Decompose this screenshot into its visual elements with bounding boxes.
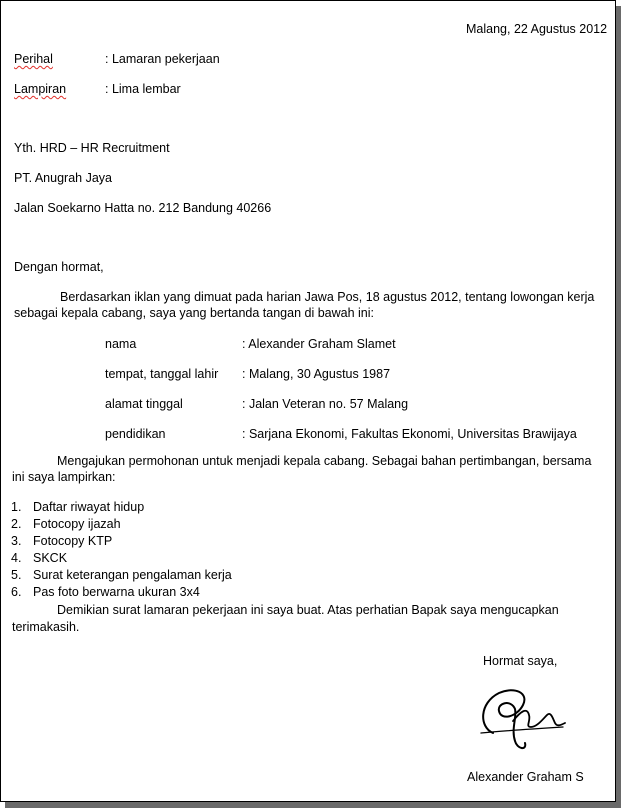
salutation: Dengan hormat, xyxy=(14,260,104,274)
request-line-2: ini saya lampirkan: xyxy=(12,470,116,484)
list-text: Pas foto berwarna ukuran 3x4 xyxy=(33,585,200,599)
list-item xyxy=(11,567,232,583)
sign-off: Hormat saya, xyxy=(483,654,558,668)
list-item xyxy=(11,550,67,566)
list-item xyxy=(11,516,121,532)
intro-line-1: Berdasarkan iklan yang dimuat pada harian Jawa Pos, 18 agustus 2012, tentang lowongan kerja xyxy=(60,290,595,304)
list-number: 5. xyxy=(11,568,22,582)
list-item xyxy=(11,499,144,515)
request-line-1: Mengajukan permohonan untuk menjadi kepala cabang. Sebagai bahan pertimbangan, bersama xyxy=(57,454,592,468)
lampiran-value: : Lima lembar xyxy=(105,82,181,96)
list-number: 2. xyxy=(11,517,22,531)
intro-line-2: sebagai kepala cabang, saya yang bertanda tangan di bawah ini: xyxy=(14,306,374,320)
list-text: Surat keterangan pengalaman kerja xyxy=(33,568,232,582)
list-number: 3. xyxy=(11,534,22,548)
perihal-label: Perihal xyxy=(14,52,53,66)
list-text: SKCK xyxy=(33,551,68,565)
detail-value-alamat: : Jalan Veteran no. 57 Malang xyxy=(242,397,409,411)
detail-value-nama: : Alexander Graham Slamet xyxy=(242,337,396,351)
list-text: Fotocopy KTP xyxy=(33,534,113,548)
list-number: 1. xyxy=(11,500,22,514)
list-number: 6. xyxy=(11,585,22,599)
closing-line-2: terimakasih. xyxy=(12,620,80,634)
list-item xyxy=(11,584,200,600)
signature-image xyxy=(471,681,571,761)
list-text: Fotocopy ijazah xyxy=(33,517,121,531)
detail-label-pendidikan: pendidikan xyxy=(105,427,166,441)
recipient-line-1: Yth. HRD – HR Recruitment xyxy=(14,141,170,155)
detail-value-ttl: : Malang, 30 Agustus 1987 xyxy=(242,367,391,381)
list-number: 4. xyxy=(11,551,22,565)
signer-name: Alexander Graham S xyxy=(467,770,584,784)
list-item xyxy=(11,533,112,549)
letter-date: Malang, 22 Agustus 2012 xyxy=(466,22,608,36)
closing-line-1: Demikian surat lamaran pekerjaan ini saya buat. Atas perhatian Bapak saya mengucapkan xyxy=(57,603,559,617)
detail-label-ttl: tempat, tanggal lahir xyxy=(105,367,219,381)
recipient-line-3: Jalan Soekarno Hatta no. 212 Bandung 40266 xyxy=(14,201,272,215)
list-text: Daftar riwayat hidup xyxy=(33,500,145,514)
perihal-value: : Lamaran pekerjaan xyxy=(105,52,220,66)
recipient-line-2: PT. Anugrah Jaya xyxy=(14,171,112,185)
detail-value-pendidikan: : Sarjana Ekonomi, Fakultas Ekonomi, Universitas Brawijaya xyxy=(242,427,577,441)
detail-label-nama: nama xyxy=(105,337,137,351)
lampiran-label: Lampiran xyxy=(14,82,67,96)
detail-label-alamat: alamat tinggal xyxy=(105,397,183,411)
